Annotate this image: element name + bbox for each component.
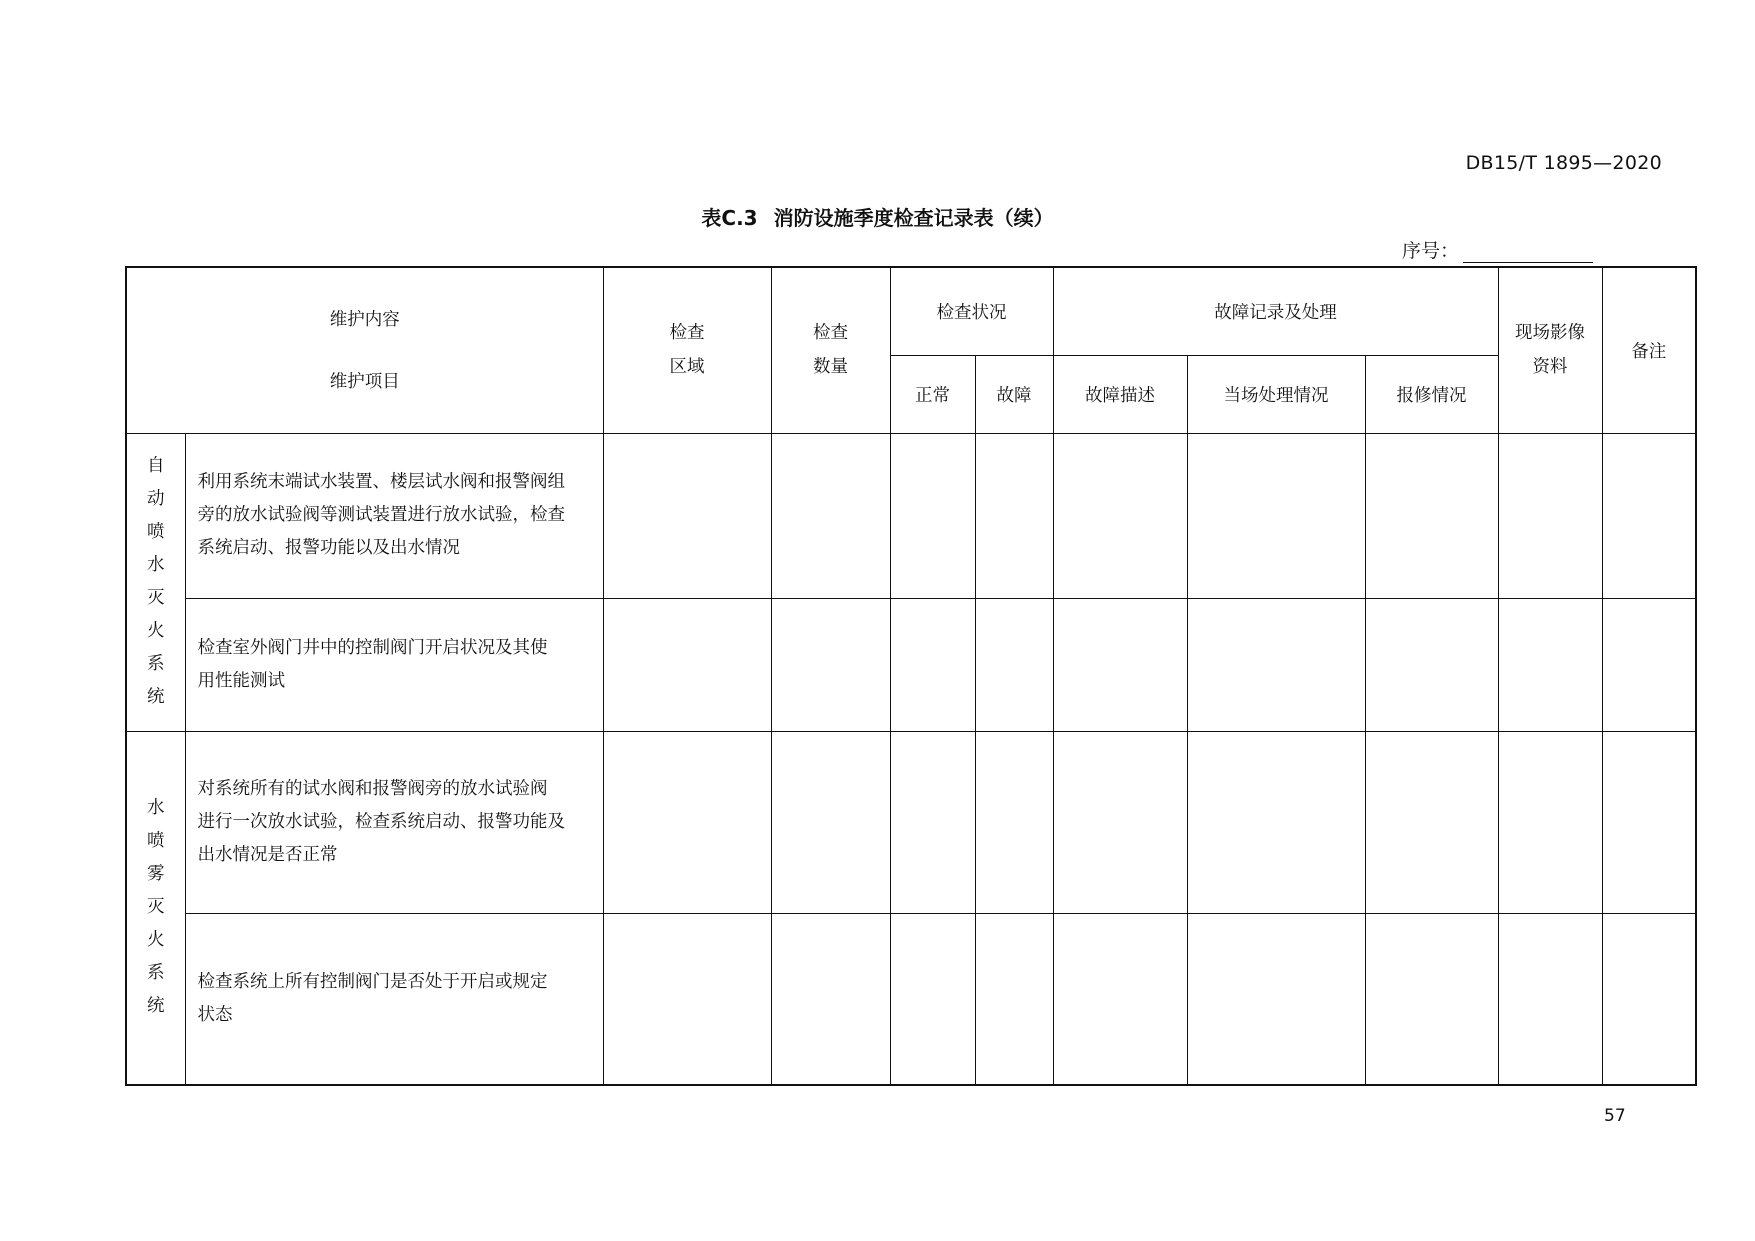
system-name-cell bbox=[126, 731, 185, 1085]
system-char: 喷 bbox=[147, 831, 165, 852]
remarks-header: 备注 bbox=[1602, 267, 1696, 433]
photo-cell[interactable] bbox=[1498, 731, 1602, 913]
area-cell[interactable] bbox=[603, 731, 771, 913]
repair-status-header: 报修情况 bbox=[1365, 355, 1498, 433]
normal-header: 正常 bbox=[890, 355, 975, 433]
fault-description-cell[interactable] bbox=[1053, 731, 1187, 913]
item-line: 检查系统上所有控制阀门是否处于开启或规定 bbox=[197, 971, 548, 992]
repair-status-cell[interactable] bbox=[1365, 598, 1498, 731]
serial-number-field bbox=[1402, 236, 1593, 263]
remarks-cell[interactable] bbox=[1602, 913, 1696, 1085]
system-char: 系 bbox=[147, 963, 165, 984]
photo-header-line: 资料 bbox=[1532, 357, 1568, 378]
system-char: 雾 bbox=[147, 864, 165, 885]
system-char: 火 bbox=[147, 621, 165, 641]
quantity-header-line: 检查 bbox=[813, 323, 848, 344]
area-header-line: 检查 bbox=[669, 323, 705, 344]
table-row bbox=[126, 598, 1696, 731]
onsite-handling-cell[interactable] bbox=[1187, 598, 1365, 731]
area-cell[interactable] bbox=[603, 598, 771, 731]
onsite-handling-cell[interactable] bbox=[1187, 731, 1365, 913]
remarks-cell[interactable] bbox=[1602, 731, 1696, 913]
onsite-handling-cell[interactable] bbox=[1187, 433, 1365, 598]
photo-cell[interactable] bbox=[1498, 433, 1602, 598]
quantity-header bbox=[771, 267, 890, 433]
photo-header-line: 现场影像 bbox=[1515, 323, 1586, 344]
area-cell[interactable] bbox=[603, 433, 771, 598]
item-line: 出水情况是否正常 bbox=[197, 844, 338, 865]
system-char: 灭 bbox=[147, 588, 165, 608]
item-line: 系统启动、报警功能以及出水情况 bbox=[197, 538, 460, 558]
onsite-handling-header: 当场处理情况 bbox=[1187, 355, 1365, 433]
serial-label: 序号： bbox=[1402, 240, 1460, 262]
system-char: 火 bbox=[147, 930, 165, 951]
standard-code: DB15/T 1895—2020 bbox=[1465, 152, 1662, 174]
repair-status-cell[interactable] bbox=[1365, 433, 1498, 598]
remarks-cell[interactable] bbox=[1602, 598, 1696, 731]
inspection-record-table bbox=[125, 266, 1697, 1086]
table-row bbox=[126, 913, 1696, 1085]
fault-cell[interactable] bbox=[975, 433, 1053, 598]
table-row bbox=[126, 731, 1696, 913]
remarks-cell[interactable] bbox=[1602, 433, 1696, 598]
system-char: 水 bbox=[147, 555, 165, 575]
system-char: 自 bbox=[147, 456, 165, 476]
item-line: 对系统所有的试水阀和报警阀旁的放水试验阀 bbox=[197, 778, 548, 799]
photo-cell[interactable] bbox=[1498, 913, 1602, 1085]
area-cell[interactable] bbox=[603, 913, 771, 1085]
normal-cell[interactable] bbox=[890, 913, 975, 1085]
item-line: 状态 bbox=[197, 1004, 233, 1025]
quantity-cell[interactable] bbox=[771, 598, 890, 731]
fault-description-cell[interactable] bbox=[1053, 913, 1187, 1085]
photo-cell[interactable] bbox=[1498, 598, 1602, 731]
maintenance-item-cell bbox=[185, 598, 603, 731]
header-row-1 bbox=[126, 267, 1696, 355]
maintenance-item-header: 维护项目 bbox=[329, 372, 400, 392]
table-title-text: 消防设施季度检查记录表（续） bbox=[773, 206, 1054, 230]
maintenance-item-cell bbox=[185, 913, 603, 1085]
system-char: 统 bbox=[147, 687, 165, 707]
area-header-line: 区域 bbox=[669, 357, 705, 378]
maintenance-item-cell bbox=[185, 731, 603, 913]
quantity-header-line: 数量 bbox=[813, 357, 848, 378]
fault-header: 故障 bbox=[975, 355, 1053, 433]
table-title bbox=[0, 202, 1755, 231]
fault-description-cell[interactable] bbox=[1053, 433, 1187, 598]
fault-description-header: 故障描述 bbox=[1053, 355, 1187, 433]
page-number: 57 bbox=[1604, 1106, 1626, 1126]
onsite-handling-cell[interactable] bbox=[1187, 913, 1365, 1085]
normal-cell[interactable] bbox=[890, 731, 975, 913]
status-header: 检查状况 bbox=[890, 267, 1053, 355]
serial-blank-line bbox=[1463, 240, 1593, 263]
fault-cell[interactable] bbox=[975, 731, 1053, 913]
table-row bbox=[126, 433, 1696, 598]
fault-record-header: 故障记录及处理 bbox=[1053, 267, 1498, 355]
quantity-cell[interactable] bbox=[771, 731, 890, 913]
fault-cell[interactable] bbox=[975, 598, 1053, 731]
system-char: 系 bbox=[147, 654, 165, 674]
system-char: 统 bbox=[147, 996, 165, 1017]
normal-cell[interactable] bbox=[890, 598, 975, 731]
photo-header bbox=[1498, 267, 1602, 433]
item-line: 检查室外阀门井中的控制阀门开启状况及其使 bbox=[197, 637, 548, 658]
system-name-cell bbox=[126, 433, 185, 731]
system-char: 动 bbox=[147, 489, 165, 509]
fault-description-cell[interactable] bbox=[1053, 598, 1187, 731]
item-line: 进行一次放水试验，检查系统启动、报警功能及 bbox=[197, 811, 565, 832]
repair-status-cell[interactable] bbox=[1365, 913, 1498, 1085]
quantity-cell[interactable] bbox=[771, 913, 890, 1085]
item-line: 用性能测试 bbox=[197, 670, 285, 691]
system-char: 灭 bbox=[147, 897, 165, 918]
item-line: 利用系统末端试水装置、楼层试水阀和报警阀组 bbox=[197, 472, 565, 492]
area-header bbox=[603, 267, 771, 433]
table-number: 表C.3 bbox=[701, 206, 758, 230]
repair-status-cell[interactable] bbox=[1365, 731, 1498, 913]
maintenance-item-cell bbox=[185, 433, 603, 598]
system-char: 水 bbox=[147, 798, 165, 819]
maintenance-header-cell bbox=[126, 267, 603, 433]
normal-cell[interactable] bbox=[890, 433, 975, 598]
quantity-cell[interactable] bbox=[771, 433, 890, 598]
system-char: 喷 bbox=[147, 522, 165, 542]
fault-cell[interactable] bbox=[975, 913, 1053, 1085]
item-line: 旁的放水试验阀等测试装置进行放水试验，检查 bbox=[197, 505, 565, 525]
maintenance-content-header: 维护内容 bbox=[329, 310, 400, 330]
